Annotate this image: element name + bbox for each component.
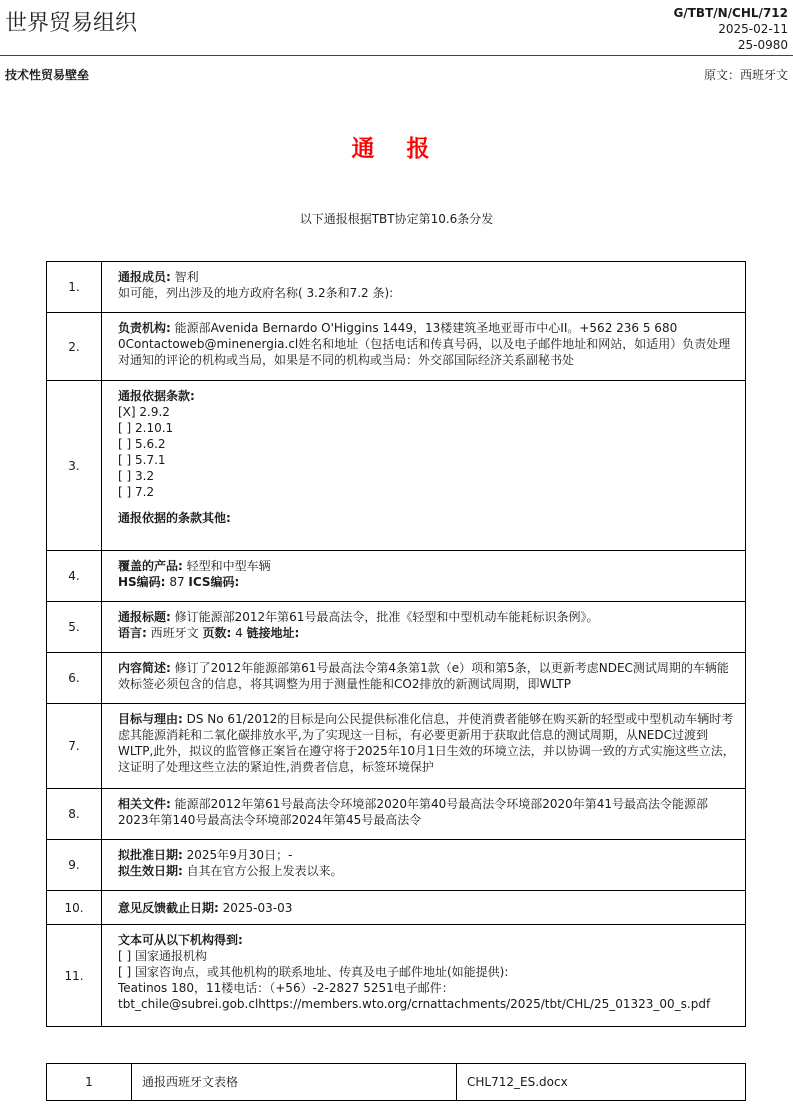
row-number: 5. (47, 602, 102, 653)
row-number: 6. (47, 653, 102, 704)
row-number: 4. (47, 551, 102, 602)
row-number: 10. (47, 891, 102, 925)
field-label: 通报依据的条款其他: (118, 511, 231, 525)
attachment-number: 1 (47, 1064, 132, 1101)
article-option: [X] 2.9.2 (118, 405, 170, 419)
attachment-file-link[interactable]: CHL712_ES.docx (457, 1064, 746, 1101)
row-content (102, 262, 746, 313)
row-number: 7. (47, 704, 102, 789)
field-label: 覆盖的产品: (118, 559, 183, 573)
table-row (47, 381, 746, 551)
article-option: [ ] 5.6.2 (118, 437, 166, 451)
field-text: Teatinos 180，11楼电话：（+56）-2-2827 5251电子邮件： (118, 981, 454, 995)
table-row (47, 551, 746, 602)
document-number: 25-0980 (737, 38, 788, 52)
table-row (47, 891, 746, 925)
field-value: 西班牙文 (146, 626, 203, 640)
field-value: 能源部2012年第61号最高法令环境部2020年第40号最高法令环境部2020年第41号最高法令能源部2023年第140号最高法令环境部2024年第45号最高法令 (118, 797, 709, 827)
row-number: 9. (47, 840, 102, 891)
row-content (102, 925, 746, 1027)
table-row (47, 789, 746, 840)
field-label: 文本可从以下机构得到: (118, 933, 243, 947)
field-text: 如可能，列出涉及的地方政府名称( 3.2条和7.2 条): (118, 286, 394, 300)
field-value: 4 (231, 626, 247, 640)
organization-name: 世界贸易组织 (5, 11, 138, 36)
row-content (102, 891, 746, 925)
table-row (47, 925, 746, 1027)
field-value: 2025-03-03 (218, 900, 293, 915)
article-option: [ ] 5.7.1 (118, 453, 166, 467)
row-number: 3. (47, 381, 102, 551)
field-value: 修订了2012年能源部第61号最高法令第4条第1款（e）项和第5条，以更新考虑NDEC测试周期的车辆能效标签必须包含的信息，将其调整为用于测量性能和CO2排放的新测试周期，即WLTP (118, 661, 729, 691)
attachment-description: 通报西班牙文表格 (132, 1064, 457, 1101)
row-content (102, 789, 746, 840)
field-value: 自其在官方公报上发表以来。 (182, 864, 343, 878)
field-value: 87 (165, 575, 189, 589)
table-row (47, 1064, 746, 1101)
field-label: 负责机构: (118, 321, 171, 335)
row-number: 2. (47, 313, 102, 381)
header-divider (0, 55, 793, 56)
field-label: 页数: (202, 626, 232, 640)
page-title: 通 报 (351, 136, 442, 162)
row-content (102, 653, 746, 704)
field-label: 内容简述: (118, 661, 171, 675)
row-content (102, 551, 746, 602)
article-option: [ ] 2.10.1 (118, 421, 174, 435)
field-label: HS编码: (118, 575, 166, 589)
field-label: 通报成员: (118, 270, 171, 284)
field-label: 拟生效日期: (118, 864, 183, 878)
field-label: 拟批准日期: (118, 848, 183, 862)
table-row (47, 704, 746, 789)
field-value: 智利 (170, 270, 199, 284)
document-date: 2025-02-11 (718, 22, 788, 36)
table-row (47, 262, 746, 313)
field-label: 相关文件: (118, 797, 171, 811)
document-meta (674, 5, 789, 53)
table-row (47, 653, 746, 704)
field-value: 修订能源部2012年第61号最高法令，批准《轻型和中型机动车能耗标识条例》。 (170, 610, 599, 624)
table-row (47, 840, 746, 891)
table-row (47, 602, 746, 653)
row-number: 1. (47, 262, 102, 313)
article-option: [ ] 7.2 (118, 485, 155, 499)
original-language: 原文：西班牙文 (703, 68, 788, 82)
field-value: 轻型和中型车辆 (182, 559, 271, 573)
field-label: 通报依据条款: (118, 389, 195, 403)
row-content (102, 602, 746, 653)
field-value: 能源部Avenida Bernardo O'Higgins 1449，13楼建筑圣地亚哥市中心II。+562 236 5 680 0Contactoweb@minenergia.cl姓名和地址（包括电话和传真号码，以及电子邮件地址和网站，如适用）负责处理对通知的评论的机构或当局，如果是不同的机构或当局：外交部国际经济关系副秘书处 (118, 321, 731, 367)
field-label: 语言: (118, 626, 147, 640)
row-number: 8. (47, 789, 102, 840)
field-label: 链接地址: (246, 626, 300, 640)
committee-name: 技术性贸易壁垒 (5, 68, 90, 82)
attachments-table (46, 1063, 746, 1101)
row-content (102, 704, 746, 789)
table-row (47, 313, 746, 381)
row-content (102, 381, 746, 551)
field-value: 2025年9月30日；- (182, 848, 293, 862)
field-label: 意见反馈截止日期: (118, 900, 219, 915)
document-symbol: G/TBT/N/CHL/712 (673, 6, 788, 20)
field-text: [ ] 国家咨询点，或其他机构的联系地址、传真及电子邮件地址(如能提供): (118, 965, 509, 979)
field-label: 通报标题: (118, 610, 171, 624)
row-number: 11. (47, 925, 102, 1027)
field-label: 目标与理由: (118, 712, 183, 726)
field-label: ICS编码: (188, 575, 240, 589)
intro-text: 以下通报根据TBT协定第10.6条分发 (299, 212, 494, 226)
row-content (102, 840, 746, 891)
field-value: DS No 61/2012的目标是向公民提供标准化信息，并使消费者能够在购买新的轻型或中型机动车辆时考虑其能源消耗和二氧化碳排放水平,为了实现这一目标，有必要更新用于获取此信息的测试周期，从NEDC过渡到WLTP,此外，拟议的监管修正案旨在遵守将于2025年10月1日生效的环境立法，并以协调一致的方式实施这些立法，这证明了处理这些立法的紧迫性,消费者信息，标签环境保护 (118, 712, 735, 774)
row-content (102, 313, 746, 381)
field-text: [ ] 国家通报机构 (118, 949, 207, 963)
notification-table (46, 261, 746, 1027)
article-option: [ ] 3.2 (118, 469, 155, 483)
document-link[interactable]: tbt_chile@subrei.gob.clhttps://members.wto.org/crnattachments/2025/tbt/CHL/25_01323_00_s.pdf (118, 997, 711, 1011)
